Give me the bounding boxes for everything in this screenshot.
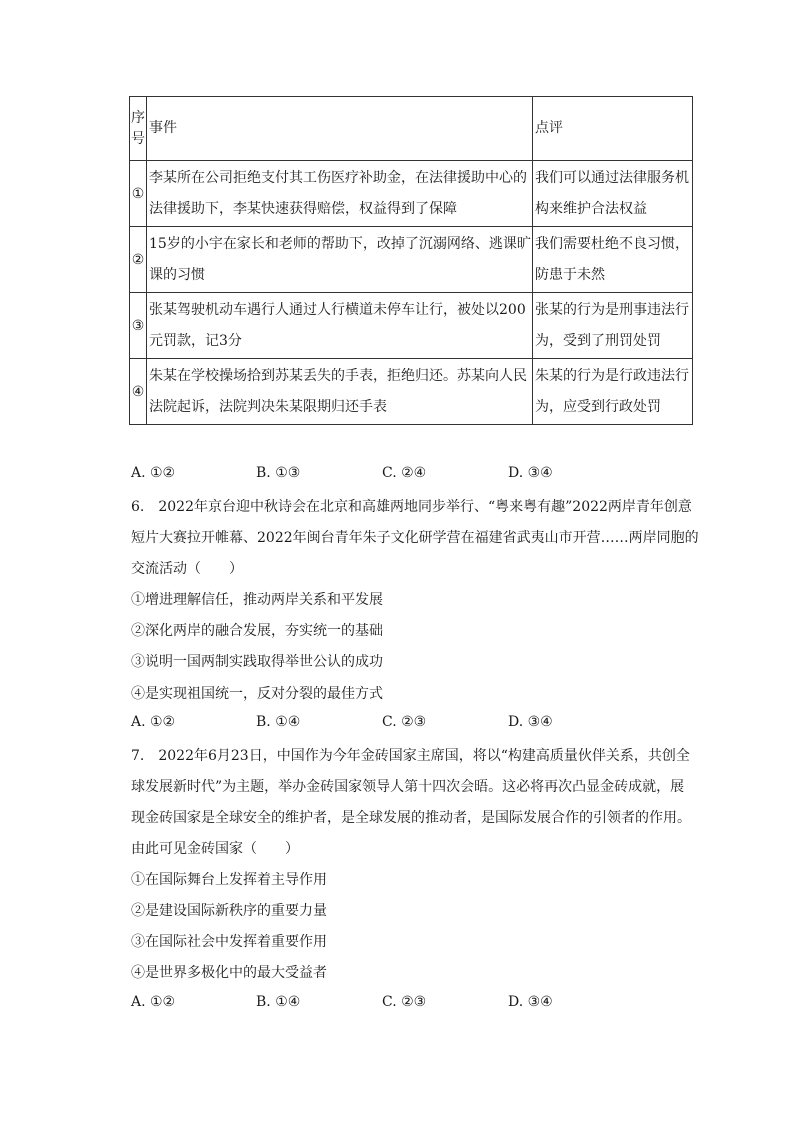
header-num: 序号 [130,97,147,161]
table-row [130,359,693,425]
option-c[interactable]: C. ②④ [382,465,427,481]
header-event: 事件 [147,97,533,161]
q6-statement-1: ①增进理解信任，推动两岸关系和平发展 [131,592,383,608]
option-c[interactable]: C. ②③ [382,714,427,730]
option-a[interactable]: A. ①② [131,465,176,481]
q6-stem-line-2: 短片大赛拉开帷幕、2022年闽台青年朱子文化研学营在福建省武夷山市开营……两岸同胞的 [131,530,699,546]
q7-statement-3: ③在国际社会中发挥着重要作用 [131,934,327,950]
option-a[interactable]: A. ①② [131,994,176,1010]
row-event: 李某所在公司拒绝支付其工伤医疗补助金，在法律援助中心的法律援助下，李某快速获得赔偿，权益得到了保障 [147,161,533,227]
row-event: 朱某在学校操场拾到苏某丢失的手表，拒绝归还。苏某向人民法院起诉，法院判决朱某限期归还手表 [147,359,533,425]
q6-statement-4: ④是实现祖国统一，反对分裂的最佳方式 [131,686,383,702]
q7-options [131,994,588,1010]
option-b[interactable]: B. ①③ [256,465,301,481]
row-num: ③ [130,293,147,359]
q6-statement-3: ③说明一国两制实践取得举世公认的成功 [131,654,383,670]
table-row [130,293,693,359]
q7-stem-line-3: 现金砖国家是全球安全的维护者，是全球发展的推动者，是国际发展合作的引领者的作用。 [131,810,691,826]
row-comment: 我们可以通过法律服务机构来维护合法权益 [533,161,693,227]
row-comment: 张某的行为是刑事违法行为，受到了刑罚处罚 [533,293,693,359]
table-row [130,227,693,293]
row-event: 15岁的小宇在家长和老师的帮助下，改掉了沉溺网络、逃课旷课的习惯 [147,227,533,293]
row-comment: 朱某的行为是行政违法行为，应受到行政处罚 [533,359,693,425]
q7-stem-line-1: 7. 2022年6月23日，中国作为今年金砖国家主席国，将以“构建高质量伙伴关系，共创全 [131,748,690,764]
table-header-row [130,97,693,161]
table-row [130,161,693,227]
events-table [129,96,693,425]
q6-statement-2: ②深化两岸的融合发展，夯实统一的基础 [131,623,383,639]
option-a[interactable]: A. ①② [131,714,176,730]
q7-statement-4: ④是世界多极化中的最大受益者 [131,965,327,981]
row-num: ② [130,227,147,293]
q7-stem-line-4: 由此可见金砖国家（ ） [131,841,299,857]
option-d[interactable]: D. ③④ [508,714,553,730]
option-c[interactable]: C. ②③ [382,994,427,1010]
option-d[interactable]: D. ③④ [508,994,553,1010]
q7-statement-2: ②是建设国际新秩序的重要力量 [131,903,327,919]
q6-stem-line-3: 交流活动（ ） [131,561,243,577]
option-b[interactable]: B. ①④ [256,714,301,730]
row-comment: 我们需要杜绝不良习惯，防患于未然 [533,227,693,293]
q6-options [131,714,588,730]
row-num: ④ [130,359,147,425]
header-comment: 点评 [533,97,693,161]
option-d[interactable]: D. ③④ [508,465,553,481]
row-event: 张某驾驶机动车遇行人通过人行横道未停车让行，被处以200元罚款，记3分 [147,293,533,359]
q7-statement-1: ①在国际舞台上发挥着主导作用 [131,872,327,888]
q6-stem-line-1: 6. 2022年京台迎中秋诗会在北京和高雄两地同步举行、“粤来粤有趣”2022两岸青年创意 [131,499,692,515]
q7-stem-line-2: 球发展新时代”为主题，举办金砖国家领导人第十四次会晤。这必将再次凸显金砖成就，展 [131,779,685,795]
row-num: ① [130,161,147,227]
option-b[interactable]: B. ①④ [256,994,301,1010]
q5-options [131,465,588,481]
